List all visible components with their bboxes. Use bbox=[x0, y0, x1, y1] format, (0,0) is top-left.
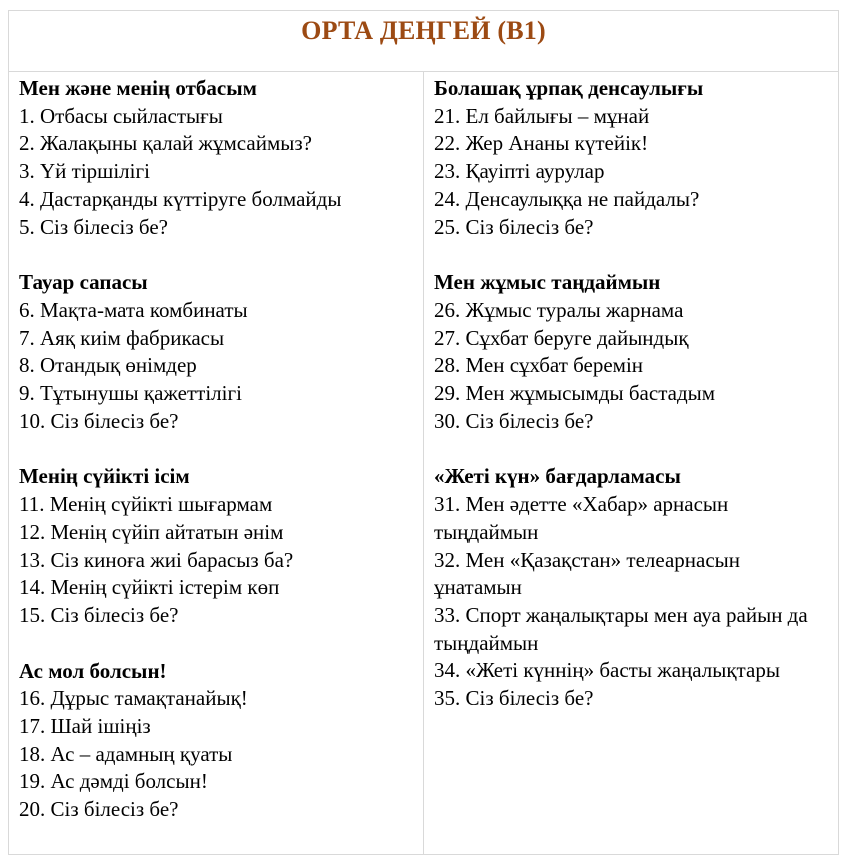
section-title: Ас мол болсын! bbox=[19, 658, 167, 683]
topic-item: 14. Менің сүйікті істерім көп bbox=[19, 575, 280, 600]
right-column bbox=[424, 72, 838, 854]
topic-item: 26. Жұмыс туралы жарнама bbox=[434, 297, 684, 322]
topic-item: 7. Аяқ киім фабрикасы bbox=[19, 325, 225, 350]
section-health bbox=[434, 75, 832, 241]
topic-item: 25. Сіз білесіз бе? bbox=[434, 214, 594, 239]
section-title: Менің сүйікті ісім bbox=[19, 464, 190, 489]
topic-item: 32. Мен «Қазақстан» телеарнасын ұнатамын bbox=[434, 547, 741, 600]
topic-item: 9. Тұтынушы қажеттілігі bbox=[19, 381, 242, 406]
topic-item: 23. Қауіпті аурулар bbox=[434, 159, 605, 184]
section-title: Болашақ ұрпақ денсаулығы bbox=[434, 76, 704, 100]
topic-item: 16. Дұрыс тамақтанайық! bbox=[19, 686, 248, 711]
section-title: «Жеті күн» бағдарламасы bbox=[434, 464, 681, 489]
topic-item: 19. Ас дәмді болсын! bbox=[19, 769, 208, 794]
topics-table bbox=[8, 10, 839, 855]
topic-item: 34. «Жеті күннің» басты жаңалықтары bbox=[434, 658, 780, 683]
topic-item: 20. Сіз білесіз бе? bbox=[19, 797, 179, 822]
topic-item: 28. Мен сұхбат беремін bbox=[434, 353, 644, 378]
page-title: ОРТА ДЕҢГЕЙ (В1) bbox=[301, 16, 546, 45]
topic-item: 11. Менің сүйікті шығармам bbox=[19, 492, 273, 517]
topic-item: 18. Ас – адамның қуаты bbox=[19, 741, 233, 766]
topic-item: 31. Мен әдетте «Хабар» арнасын тыңдаймын bbox=[434, 492, 729, 544]
section-food bbox=[19, 658, 423, 824]
topic-item: 17. Шай ішіңіз bbox=[19, 714, 151, 739]
section-title: Мен жұмыс таңдаймын bbox=[434, 270, 661, 295]
section-title: Тауар сапасы bbox=[19, 270, 148, 295]
topic-item: 13. Сіз киноға жиі барасыз ба? bbox=[19, 547, 294, 572]
topic-item: 4. Дастарқанды күттіруге болмайды bbox=[19, 186, 342, 211]
topic-item: 10. Сіз білесіз бе? bbox=[19, 408, 179, 433]
section-seven-days bbox=[434, 463, 832, 712]
section-job bbox=[434, 269, 832, 435]
section-goods-quality bbox=[19, 269, 423, 435]
topic-item: 27. Сұхбат беруге дайындық bbox=[434, 325, 689, 350]
topic-item: 15. Сіз білесіз бе? bbox=[19, 602, 179, 627]
section-favorite-activity bbox=[19, 463, 423, 629]
topic-item: 35. Сіз білесіз бе? bbox=[434, 686, 594, 711]
topic-item: 12. Менің сүйіп айтатын әнім bbox=[19, 519, 284, 544]
section-family bbox=[19, 75, 423, 241]
topic-item: 21. Ел байлығы – мұнай bbox=[434, 103, 650, 128]
left-column bbox=[9, 72, 424, 854]
topic-item: 8. Отандық өнімдер bbox=[19, 353, 197, 378]
title-row bbox=[9, 11, 838, 72]
topic-item: 1. Отбасы сыйластығы bbox=[19, 103, 223, 128]
topic-item: 5. Сіз білесіз бе? bbox=[19, 214, 168, 239]
content-row bbox=[9, 72, 838, 854]
topic-item: 3. Үй тіршілігі bbox=[19, 159, 150, 184]
section-title: Мен және менің отбасым bbox=[19, 76, 257, 100]
topic-item: 24. Денсаулыққа не пайдалы? bbox=[434, 186, 700, 211]
topic-item: 6. Мақта-мата комбинаты bbox=[19, 297, 248, 322]
topic-item: 2. Жалақыны қалай жұмсаймыз? bbox=[19, 131, 312, 156]
topic-item: 29. Мен жұмысымды бастадым bbox=[434, 381, 716, 406]
topic-item: 30. Сіз білесіз бе? bbox=[434, 408, 594, 433]
topic-item: 33. Спорт жаңалықтары мен ауа райын да тыңдаймын bbox=[434, 602, 808, 655]
topic-item: 22. Жер Ананы күтейік! bbox=[434, 131, 649, 156]
